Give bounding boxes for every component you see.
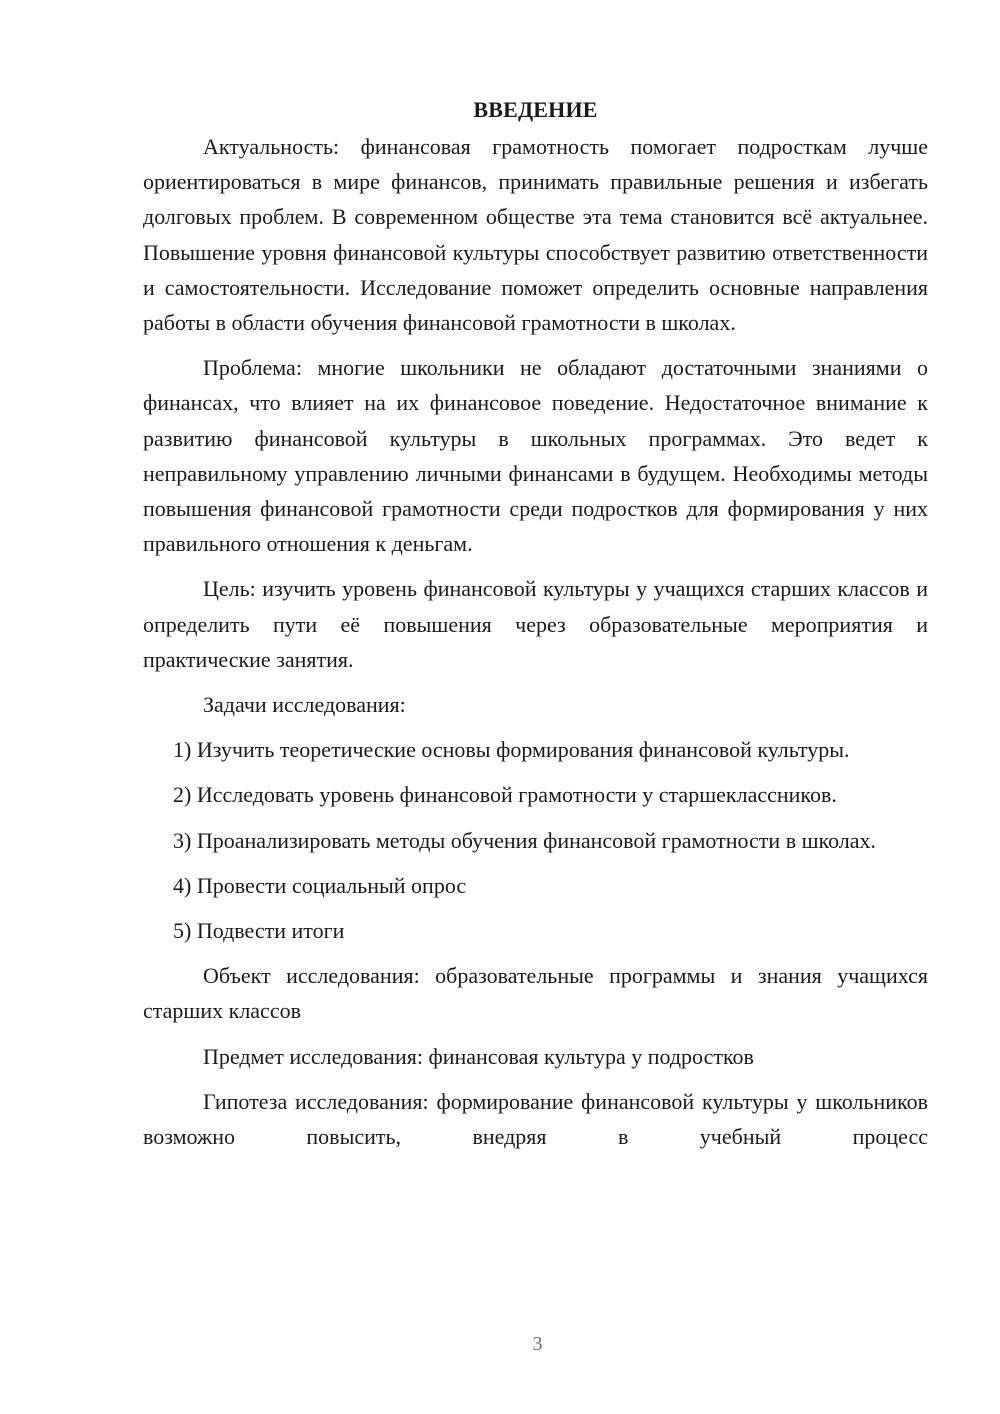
task-number: 3) xyxy=(173,827,192,853)
paragraph-goal: Цель: изучить уровень финансовой культуры у учащихся старших классов и определить пути её повышения через образовательные мероприятия и практические занятия. xyxy=(143,576,928,672)
task-text: Подвести итоги xyxy=(196,918,345,944)
task-number: 1) xyxy=(173,737,192,763)
task-item-2 xyxy=(143,777,928,812)
task-number: 5) xyxy=(173,918,192,944)
document-page xyxy=(143,92,928,1164)
task-text: Исследовать уровень финансовой грамотности у старшеклассников. xyxy=(196,782,837,808)
task-text: Проанализировать методы обучения финансовой грамотности в школах. xyxy=(196,827,877,853)
task-number: 4) xyxy=(173,872,192,898)
task-item-1 xyxy=(143,732,928,767)
paragraph-object: Объект исследования: образовательные программы и знания учащихся старших классов xyxy=(143,963,928,1024)
task-text: Изучить теоретические основы формирования финансовой культуры. xyxy=(196,737,850,763)
paragraph-relevance: Актуальность: финансовая грамотность помогает подросткам лучше ориентироваться в мире финансов, принимать правильные решения и избегать долговых проблем. В современном обществе эта тема становится всё актуальнее. Повышение уровня финансовой культуры способствует развитию ответственности и самостоятельности. Исследование поможет определить основные направления работы в области обучения финансовой грамотности в школах. xyxy=(143,134,928,336)
page-number: 3 xyxy=(532,1333,543,1355)
task-number: 2) xyxy=(173,782,192,808)
task-text: Провести социальный опрос xyxy=(196,872,467,898)
task-item-4 xyxy=(143,868,928,903)
paragraph-subject: Предмет исследования: финансовая культура у подростков xyxy=(203,1043,754,1069)
section-title: ВВЕДЕНИЕ xyxy=(473,97,598,122)
task-item-3 xyxy=(143,823,928,858)
paragraph-hypothesis: Гипотеза исследования: формирование финансовой культуры у школьников возможно повысить, внедряя в учебный процесс xyxy=(143,1088,928,1150)
task-item-5 xyxy=(143,913,928,948)
paragraph-problem: Проблема: многие школьники не обладают достаточными знаниями о финансах, что влияет на их финансовое поведение. Недостаточное внимание к развитию финансовой культуры в школьных программах. Это ведет к неправильному управлению личными финансами в будущем. Необходимы методы повышения финансовой грамотности среди подростков для формирования у них правильного отношения к деньгам. xyxy=(143,355,928,557)
tasks-heading: Задачи исследования: xyxy=(203,692,406,718)
